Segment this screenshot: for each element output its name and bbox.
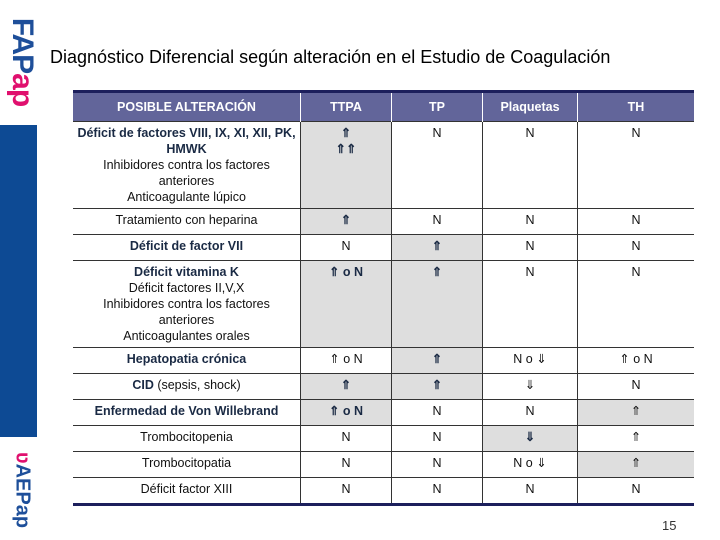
- label-line: (sepsis, shock): [153, 378, 241, 392]
- th-cell: N: [578, 261, 695, 348]
- label-line: Déficit factores II,V,X: [128, 281, 245, 295]
- ttpa-cell: ⇑ ⇑⇑: [301, 122, 392, 209]
- th-cell: N: [578, 209, 695, 235]
- tp-cell: ⇑: [392, 235, 483, 261]
- th-cell: N: [578, 122, 695, 209]
- th-cell: ⇑: [578, 426, 695, 452]
- table-row: [73, 122, 694, 209]
- plaquetas-cell: N: [483, 400, 578, 426]
- label-line: Inhibidores contra los factores anteriores: [103, 297, 270, 327]
- ttpa-cell: N: [301, 478, 392, 505]
- tp-cell: ⇑: [392, 261, 483, 348]
- plaquetas-cell: N o ⇓: [483, 452, 578, 478]
- plaquetas-cell: ⇓: [483, 374, 578, 400]
- tp-cell: N: [392, 426, 483, 452]
- table-row: [73, 452, 694, 478]
- header-th: TH: [578, 92, 695, 122]
- plaquetas-cell: N: [483, 261, 578, 348]
- row-label: [73, 235, 301, 261]
- tp-cell: N: [392, 122, 483, 209]
- plaquetas-cell: N: [483, 478, 578, 505]
- tp-cell: N: [392, 452, 483, 478]
- plaquetas-cell: N: [483, 209, 578, 235]
- ttpa-cell: N: [301, 235, 392, 261]
- page-number: 15: [662, 518, 677, 533]
- aepap-logo: ʋAEPap: [11, 451, 34, 529]
- label-line: Anticoagulante lúpico: [127, 190, 246, 204]
- tp-cell: N: [392, 400, 483, 426]
- row-label: [73, 348, 301, 374]
- table-row: [73, 478, 694, 505]
- label-line: Trombocitopenia: [140, 430, 233, 444]
- plaquetas-cell: ⇓: [483, 426, 578, 452]
- row-label: [73, 452, 301, 478]
- label-line: Tratamiento con heparina: [115, 213, 258, 227]
- table-row: [73, 374, 694, 400]
- row-label: [73, 426, 301, 452]
- table-row: [73, 261, 694, 348]
- table-header-row: [73, 92, 694, 122]
- sidebar-bar: [0, 125, 37, 437]
- label-line: Hepatopatia crónica: [126, 352, 247, 366]
- coagulation-table: [73, 90, 694, 506]
- ttpa-cell: ⇑: [301, 374, 392, 400]
- row-label: [73, 374, 301, 400]
- row-label: [73, 209, 301, 235]
- th-cell: ⇑ o N: [578, 348, 695, 374]
- label-line: Anticoagulantes orales: [123, 329, 250, 343]
- fapap-logo: FAPap: [6, 17, 39, 107]
- tp-cell: N: [392, 209, 483, 235]
- label-line: Déficit vitamina K: [134, 265, 239, 279]
- plaquetas-cell: N o ⇓: [483, 348, 578, 374]
- header-alteracion: POSIBLE ALTERACIÓN: [73, 92, 301, 122]
- table-row: [73, 235, 694, 261]
- ttpa-cell: ⇑ o N: [301, 400, 392, 426]
- table-row: [73, 348, 694, 374]
- th-cell: N: [578, 374, 695, 400]
- label-line: Déficit factor XIII: [140, 482, 233, 496]
- ttpa-cell: ⇑ o N: [301, 261, 392, 348]
- header-ttpa: TTPA: [301, 92, 392, 122]
- row-label: [73, 261, 301, 348]
- tp-cell: N: [392, 478, 483, 505]
- table-row: [73, 400, 694, 426]
- ttpa-cell: N: [301, 452, 392, 478]
- ttpa-cell: ⇑: [301, 209, 392, 235]
- th-cell: ⇑: [578, 400, 695, 426]
- row-label: [73, 478, 301, 505]
- ttpa-cell: N: [301, 426, 392, 452]
- table-row: [73, 426, 694, 452]
- tp-cell: ⇑: [392, 348, 483, 374]
- tp-cell: ⇑: [392, 374, 483, 400]
- label-line: Inhibidores contra los factores anteriores: [103, 158, 270, 188]
- th-cell: N: [578, 478, 695, 505]
- th-cell: ⇑: [578, 452, 695, 478]
- ttpa-cell: ⇑ o N: [301, 348, 392, 374]
- label-line: Trombocitopatia: [141, 456, 232, 470]
- header-plaquetas: Plaquetas: [483, 92, 578, 122]
- plaquetas-cell: N: [483, 122, 578, 209]
- slide-title: Diagnóstico Diferencial según alteración en el Estudio de Coagulación: [50, 47, 611, 67]
- label-line: Déficit de factores VIII, IX, XI, XII, PK, HMWK: [77, 126, 296, 156]
- label-line: CID: [132, 378, 154, 392]
- label-line: Déficit de factor VII: [129, 239, 244, 253]
- label-line: Enfermedad de Von Willebrand: [94, 404, 279, 418]
- plaquetas-cell: N: [483, 235, 578, 261]
- th-cell: N: [578, 235, 695, 261]
- row-label: [73, 400, 301, 426]
- header-tp: TP: [392, 92, 483, 122]
- table-row: [73, 209, 694, 235]
- row-label: [73, 122, 301, 209]
